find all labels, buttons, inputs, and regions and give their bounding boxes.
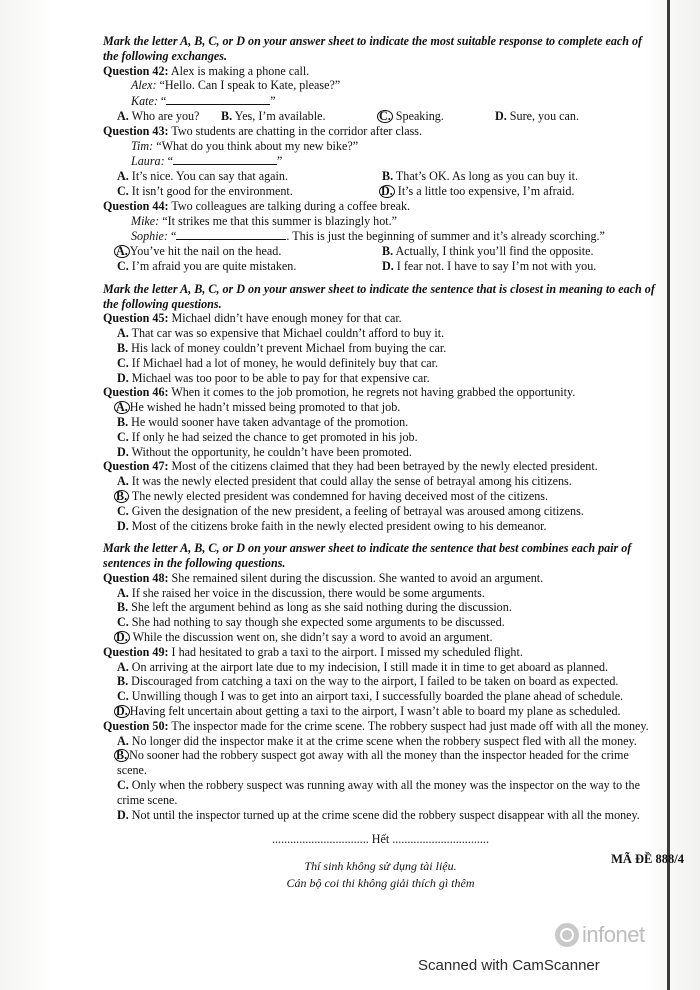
q48-option-b: B. She left the argument behind as long as she said nothing during the discussion. <box>117 600 512 615</box>
dialog-sophie: Sophie: “ . This is just the beginning of summer and it’s already scorching.” <box>131 229 605 244</box>
q50-option-d: D. Not until the inspector turned up at the crime scene did the robbery suspect disappear with all the money. <box>117 807 640 822</box>
q49-option-b: B. Discouraged from catching a taxi on the way to the airport, I failed to be taken on board as expected. <box>117 674 619 689</box>
question-45: Question 45: Michael didn’t have enough money for that car. <box>103 311 402 326</box>
q44-option-a: A. You’ve hit the nail on the head. <box>116 244 282 259</box>
q46-option-b: B. He would sooner have taken advantage of the promotion. <box>117 414 409 429</box>
exam-code: MÃ ĐỀ 888/4 <box>611 852 684 866</box>
q42-options <box>103 109 658 124</box>
infonet-watermark <box>555 922 645 948</box>
q43-option-a: A. It’s nice. You can say that again. <box>117 169 288 184</box>
section1-instruction: Mark the letter A, B, C, or D on your answer sheet to indicate the most suitable response to complete each of the following exchanges. <box>103 34 643 63</box>
q46-option-d: D. Without the opportunity, he couldn’t have been promoted. <box>117 444 412 459</box>
answer-circle: C. <box>379 108 391 123</box>
answer-circle: A. <box>116 400 128 415</box>
q47-option-b: B. The newly elected president was condemned for having deceived most of the citizens. <box>116 488 548 503</box>
answer-circle: B. <box>116 488 128 503</box>
section3-instruction: Mark the letter A, B, C, or D on your answer sheet to indicate the sentence that best combines each pair of sentences in the following questions. <box>103 541 632 571</box>
q42-option-b: B. Yes, I’m available. <box>221 108 326 123</box>
dialog-tim: Tim: “What do you think about my new bike?” <box>131 138 359 153</box>
section2-instruction: Mark the letter A, B, C, or D on your answer sheet to indicate the sentence that is closest in meaning to each of the following questions. <box>103 281 655 311</box>
question-43: Question 43: Two students are chatting in the corridor after class. <box>103 123 423 138</box>
q42-option-c: C. Speaking. <box>379 108 444 123</box>
q48-option-a: A. If she raised her voice in the discussion, there would be some arguments. <box>117 585 485 600</box>
answer-circle: A. <box>116 244 128 259</box>
page-edge-shadow <box>667 0 670 990</box>
q46-option-a: A. He wished he hadn’t missed being promoted to that job. <box>116 400 401 415</box>
q44-options-row1 <box>103 244 658 259</box>
end-marker: ................................ Hết ................................ <box>271 832 489 847</box>
q45-option-a: A. That car was so expensive that Michael couldn’t afford to buy it. <box>117 326 445 341</box>
dialog-mike: Mike: “It strikes me that this summer is blazingly hot.” <box>131 213 398 228</box>
answer-blank <box>166 93 270 105</box>
q45-option-c: C. If Michael had a lot of money, he would definitely buy that car. <box>117 355 438 370</box>
answer-circle: D. <box>116 630 128 645</box>
q43-option-d: D. It’s a little too expensive, I’m afraid. <box>381 183 575 198</box>
question-42: Question 42: Alex is making a phone call. <box>103 63 310 78</box>
q43-options-row1 <box>103 169 658 184</box>
dialog-alex: Alex: “Hello. Can I speak to Kate, please?” <box>131 78 341 93</box>
footer-note-1: Thí sinh không sử dụng tài liệu. <box>304 859 457 874</box>
question-47: Question 47: Most of the citizens claimed that they had been betrayed by the newly elected president. <box>103 459 598 474</box>
question-44: Question 44: Two colleagues are talking during a coffee break. <box>103 198 411 213</box>
dialog-kate: Kate: “ ” <box>131 94 276 109</box>
q49-option-d: D. Having felt uncertain about getting a taxi to the airport, I wasn’t able to board my plane as scheduled. <box>116 704 621 719</box>
answer-circle: B. <box>116 748 128 763</box>
q49-option-a: A. On arriving at the airport late due to my indecision, I still made it in time to get aboard as planned. <box>117 659 609 674</box>
q44-option-d: D. I fear not. I have to say I’m not with you. <box>382 258 597 273</box>
answer-blank <box>173 153 277 165</box>
question-48: Question 48: She remained silent during the discussion. She wanted to avoid an argument. <box>103 570 544 585</box>
infonet-logo-icon <box>555 923 579 947</box>
q42-option-d: D. Sure, you can. <box>495 108 579 123</box>
camscanner-label: Scanned with CamScanner <box>418 957 600 974</box>
q47-option-a: A. It was the newly elected president that could allay the sense of betrayal among his citizens. <box>117 474 572 489</box>
q49-option-c: C. Unwilling though I was to get into an airport taxi, I successfully boarded the plane ahead of schedule. <box>117 689 624 704</box>
q42-option-a: A. Who are you? <box>117 108 200 123</box>
q47-option-c: C. Given the designation of the new president, a feeling of betrayal was aroused among citizens. <box>117 503 584 518</box>
q44-option-b: B. Actually, I think you’ll find the opposite. <box>382 244 594 259</box>
exam-content <box>103 34 658 891</box>
question-50: Question 50: The inspector made for the crime scene. The robbery suspect had just made off with all the money. <box>103 718 649 733</box>
q50-option-c: C. Only when the robbery suspect was running away with all the money was the inspector on the way to the crime scene. <box>117 778 640 807</box>
footer-note-2: Cán bộ coi thi không giải thích gì thêm <box>286 876 475 891</box>
q48-option-d: D. While the discussion went on, she didn’t say a word to avoid an argument. <box>116 630 493 645</box>
q48-option-c: C. She had nothing to say though she expected some arguments to be discussed. <box>117 615 505 630</box>
q44-options-row2 <box>103 259 658 274</box>
q46-option-c: C. If only he had seized the chance to get promoted in his job. <box>117 429 418 444</box>
q43-options-row2 <box>103 184 658 199</box>
infonet-brand-text: infonet <box>582 922 645 947</box>
answer-circle: D. <box>116 704 128 719</box>
q50-option-b: B. No sooner had the robbery suspect got away with all the money than the inspector headed for the crime scene. <box>116 748 629 778</box>
dialog-laura: Laura: “ ” <box>131 154 283 169</box>
q50-option-a: A. No longer did the inspector make it at the crime scene when the robbery suspect fled with all the money. <box>117 733 637 748</box>
answer-blank <box>176 228 286 240</box>
q44-option-c: C. I’m afraid you are quite mistaken. <box>117 258 297 273</box>
answer-circle: D. <box>381 183 393 198</box>
question-46: Question 46: When it comes to the job promotion, he regrets not having grabbed the opportunity. <box>103 385 576 400</box>
q45-option-d: D. Michael was too poor to be able to pay for that expensive car. <box>117 370 430 385</box>
q43-option-c: C. It isn’t good for the environment. <box>117 183 293 198</box>
q45-option-b: B. His lack of money couldn’t prevent Michael from buying the car. <box>117 340 447 355</box>
q47-option-d: D. Most of the citizens broke faith in the newly elected president owing to his demeanor. <box>117 518 547 533</box>
question-49: Question 49: I had hesitated to grab a taxi to the airport. I missed my scheduled flight. <box>103 644 523 659</box>
q43-option-b: B. That’s OK. As long as you can buy it. <box>382 169 578 184</box>
